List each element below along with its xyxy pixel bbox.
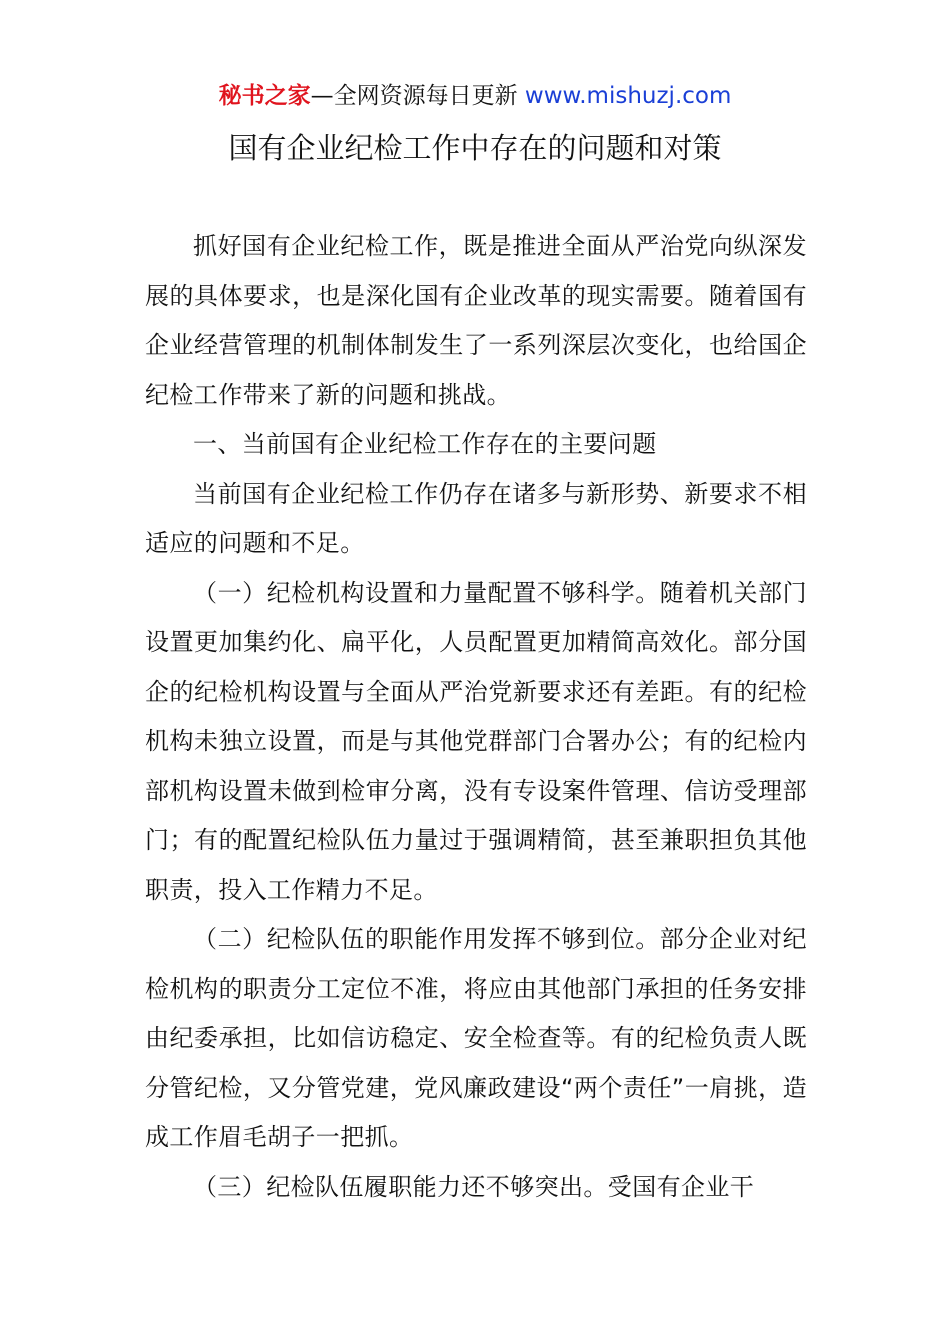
brand-name: 秘书之家 [218,83,311,109]
site-header [0,80,950,112]
issue-paragraph-2: （二）纪检队伍的职能作用发挥不够到位。部分企业对纪检机构的职责分工定位不准，将应由其他部门承担的任务安排由纪委承担，比如信访稳定、安全检查等。有的纪检负责人既分管纪检，又分管党建，党风廉政建设“两个责任”一肩挑，造成工作眉毛胡子一把抓。 [145,925,807,1151]
issue-paragraph-3: （三）纪检队伍履职能力还不够突出。受国有企业干 [193,1172,755,1201]
header-slogan: —全网资源每日更新 [310,83,525,109]
site-url-link[interactable]: www.mishuzj.com [524,83,732,109]
intro-paragraph: 抓好国有企业纪检工作，既是推进全面从严治党向纵深发展的具体要求，也是深化国有企业改革的现实需要。随着国有企业经营管理的机制体制发生了一系列深层次变化，也给国企纪检工作带来了新的问题和挑战。 [145,232,807,409]
section-intro-paragraph: 当前国有企业纪检工作仍存在诸多与新形势、新要求不相适应的问题和不足。 [145,479,807,557]
issue-paragraph-1: （一）纪检机构设置和力量配置不够科学。随着机关部门设置更加集约化、扁平化，人员配置更加精简高效化。部分国企的纪检机构设置与全面从严治党新要求还有差距。有的纪检机构未独立设置，而是与其他党群部门合署办公；有的纪检内部机构设置未做到检审分离，没有专设案件管理、信访受理部门；有的配置纪检队伍力量过于强调精简，甚至兼职担负其他职责，投入工作精力不足。 [145,578,807,904]
section-heading: 一、当前国有企业纪检工作存在的主要问题 [193,430,657,458]
document-title: 国有企业纪检工作中存在的问题和对策 [228,131,722,165]
document-body [145,222,807,1212]
